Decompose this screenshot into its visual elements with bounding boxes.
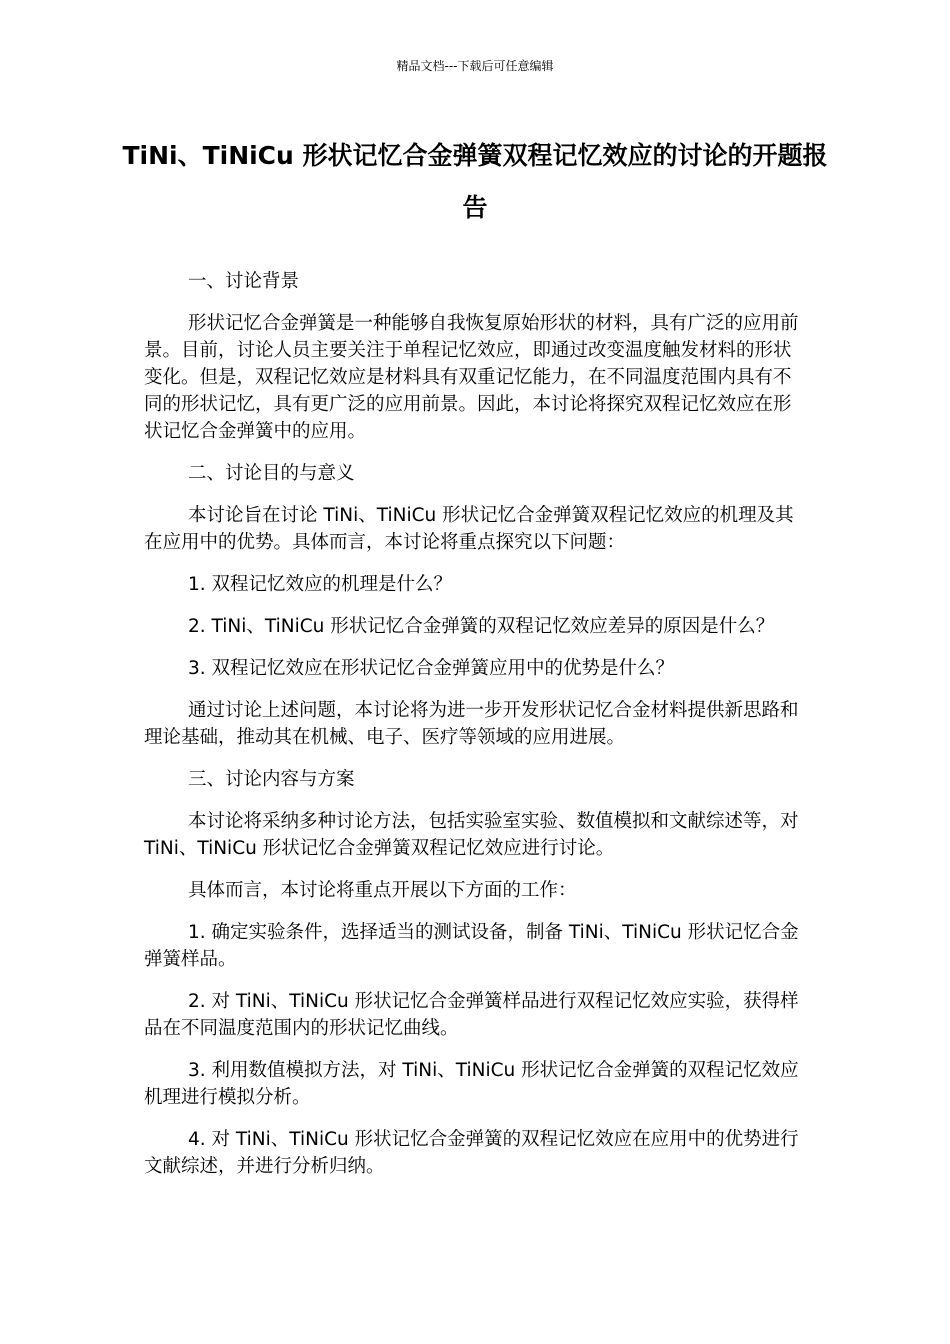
question-item-3: 3. 双程记忆效应在形状记忆合金弹簧应用中的优势是什么？ [188, 658, 675, 679]
paragraph-purpose: 本讨论旨在讨论 TiNi、TiNiCu 形状记忆合金弹簧双程记忆效应的机理及其在应用中的优势。具体而言，本讨论将重点探究以下问题： [144, 505, 794, 553]
work-item-4: 4. 对 TiNi、TiNiCu 形状记忆合金弹簧的双程记忆效应在应用中的优势进行文献综述，并进行分析归纳。 [144, 1129, 799, 1177]
question-item-1: 1. 双程记忆效应的机理是什么？ [188, 574, 453, 595]
work-item-1: 1. 确定实验条件，选择适当的测试设备，制备 TiNi、TiNiCu 形状记忆合金弹簧样品。 [144, 922, 799, 970]
paragraph-work-intro: 具体而言，本讨论将重点开展以下方面的工作： [188, 880, 577, 901]
section-heading-purpose: 二、讨论目的与意义 [188, 463, 355, 484]
question-item-2: 2. TiNi、TiNiCu 形状记忆合金弹簧的双程记忆效应差异的原因是什么？ [188, 616, 775, 637]
section-heading-content: 三、讨论内容与方案 [188, 769, 355, 790]
work-item-2: 2. 对 TiNi、TiNiCu 形状记忆合金弹簧样品进行双程记忆效应实验，获得样品在不同温度范围内的形状记忆曲线。 [144, 991, 799, 1039]
work-item-3: 3. 利用数值模拟方法，对 TiNi、TiNiCu 形状记忆合金弹簧的双程记忆效应机理进行模拟分析。 [144, 1060, 799, 1108]
paragraph-methods: 本讨论将采纳多种讨论方法，包括实验室实验、数值模拟和文献综述等，对 TiNi、TiNiCu 形状记忆合金弹簧双程记忆效应进行讨论。 [144, 811, 799, 859]
section-heading-background: 一、讨论背景 [188, 271, 300, 292]
paragraph-significance: 通过讨论上述问题，本讨论将为进一步开发形状记忆合金材料提供新思路和理论基础，推动其在机械、电子、医疗等领域的应用进展。 [144, 700, 799, 748]
document-body [144, 268, 804, 1195]
page-header: 精品文档---下载后可任意编辑 [396, 59, 554, 73]
paragraph-background: 形状记忆合金弹簧是一种能够自我恢复原始形状的材料，具有广泛的应用前景。目前，讨论人员主要关注于单程记忆效应，即通过改变温度触发材料的形状变化。但是，双程记忆效应是材料具有双重记忆能力，在不同温度范围内具有不同的形状记忆，具有更广泛的应用前景。因此，本讨论将探究双程记忆效应在形状记忆合金弹簧中的应用。 [144, 313, 799, 442]
document-title: TiNi、TiNiCu 形状记忆合金弹簧双程记忆效应的讨论的开题报告 [122, 141, 828, 222]
